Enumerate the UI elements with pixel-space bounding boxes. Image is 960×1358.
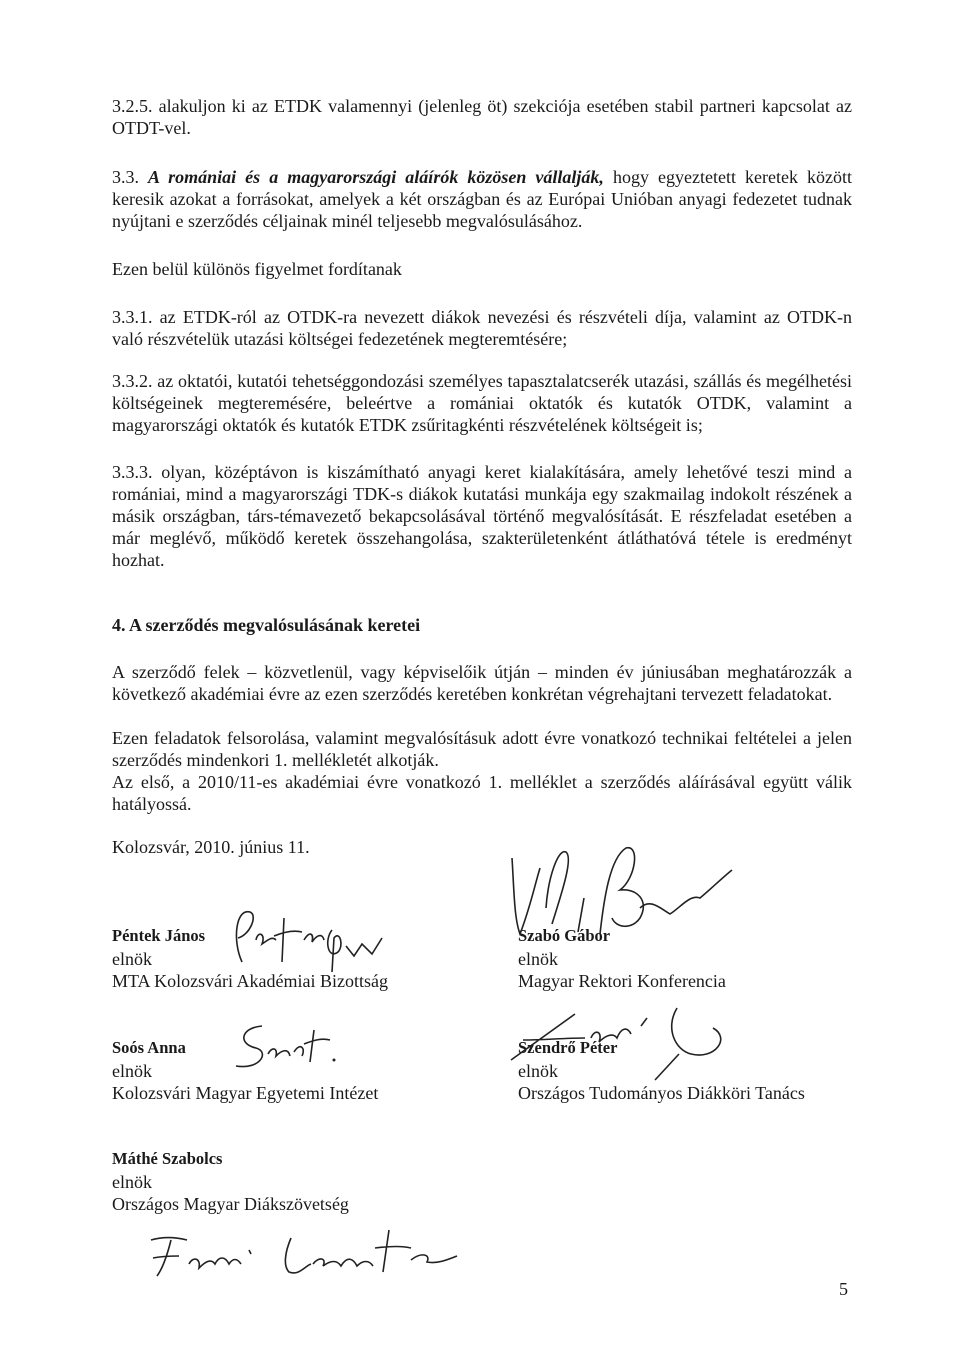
section-4-heading: 4. A szerződés megvalósulásának keretei (112, 615, 421, 635)
signatory-name: Péntek János (112, 926, 206, 945)
signature-mathe (145, 1226, 465, 1286)
focus-intro: Ezen belül különös figyelmet fordítanak (112, 259, 402, 279)
signatory-role: elnök (518, 1060, 558, 1081)
section-4-paragraph-3: Az első, a 2010/11-es akadémiai évre vonatkozó 1. melléklet a szerződés aláírásával együtt válik hatályossá. (112, 772, 852, 814)
signatory-name: Szendrő Péter (518, 1038, 618, 1057)
signature-soos (230, 1018, 340, 1078)
signatory-organization: Országos Tudományos Diákköri Tanács (518, 1083, 805, 1103)
place-and-date: Kolozsvár, 2010. június 11. (112, 837, 310, 857)
signatory-name: Szabó Gábor (518, 926, 611, 945)
paragraph-3-2-5: 3.2.5. alakuljon ki az ETDK valamennyi (jelenleg öt) szekciója esetében stabil partneri kapcsolat az OTDT-vel. (112, 96, 852, 138)
signatory-organization: Magyar Rektori Konferencia (518, 971, 726, 991)
signatory-role: elnök (518, 948, 558, 969)
section-number-3-3: 3.3. (112, 167, 139, 187)
signatory-organization: MTA Kolozsvári Akadémiai Bizottság (112, 971, 389, 991)
signatory-name: Máthé Szabolcs (112, 1149, 223, 1168)
paragraph-3-3-text: hogy egyeztetett keretek között keresik azokat a forrásokat, amelyek a két országban és az Európai Unióban anyagi fedezetet tudnak nyújtani e szerződés céljainak minél teljesebb megvalósulásához. (112, 167, 853, 231)
signatory-role: elnök (112, 1171, 152, 1192)
signatory-name: Soós Anna (112, 1038, 186, 1057)
signature-szabo (500, 838, 740, 948)
paragraph-3-3-1: 3.3.1. az ETDK-ról az OTDK-ra nevezett diákok nevezési és részvételi díja, valamint az OTDK-n való részvételük utazási költségei fedezetének megteremtésére; (112, 307, 852, 349)
signatory-block-mathe (112, 1148, 349, 1216)
section-4-paragraph-2: Ezen feladatok felsorolása, valamint megvalósításuk adott évre vonatkozó technikai feltételei a jelen szerződés mindenkori 1. mellékletét alkotják. (112, 728, 852, 770)
signature-pentek (228, 900, 388, 980)
paragraph-3-3 (112, 166, 852, 232)
signatory-organization: Országos Magyar Diákszövetség (112, 1194, 349, 1214)
signatory-organization: Kolozsvári Magyar Egyetemi Intézet (112, 1083, 379, 1103)
signatory-role: elnök (112, 1060, 152, 1081)
page-number: 5 (839, 1279, 848, 1299)
paragraph-3-3-emphasis: A romániai és a magyarországi aláírók közösen vállalják, (148, 167, 604, 187)
signature-szendro (505, 998, 735, 1088)
signatory-role: elnök (112, 948, 152, 969)
paragraph-3-3-2: 3.3.2. az oktatói, kutatói tehetséggondozási személyes tapasztalatcserék utazási, szállás és megélhetési költségeinek megteremésére, beleértve a romániai oktatók és kutatók OTDK, valamint a magyarországi oktatók és kutatók ETDK zsűritagkénti részvételének költségeit is; (112, 371, 852, 435)
section-4-paragraph-1: A szerződő felek – közvetlenül, vagy képviselőik útján – minden év júniusában meghatározzák a következő akadémiai évre az ezen szerződés keretében konkrétan végrehajtani tervezett feladatokat. (112, 662, 852, 704)
paragraph-3-3-3: 3.3.3. olyan, középtávon is kiszámítható anyagi keret kialakítására, amely lehetővé teszi mind a romániai, mind a magyarországi TDK-s diákok kutatási munkája egy szakmailag indokolt részének a másik országban, társ-témavezető bekapcsolásával történő megvalósítását. E részfeladat esetében a már meglévő, működő keretek összehangolása, szakterületenként átláthatóvá tétele is eredményt hozhat. (112, 462, 852, 570)
